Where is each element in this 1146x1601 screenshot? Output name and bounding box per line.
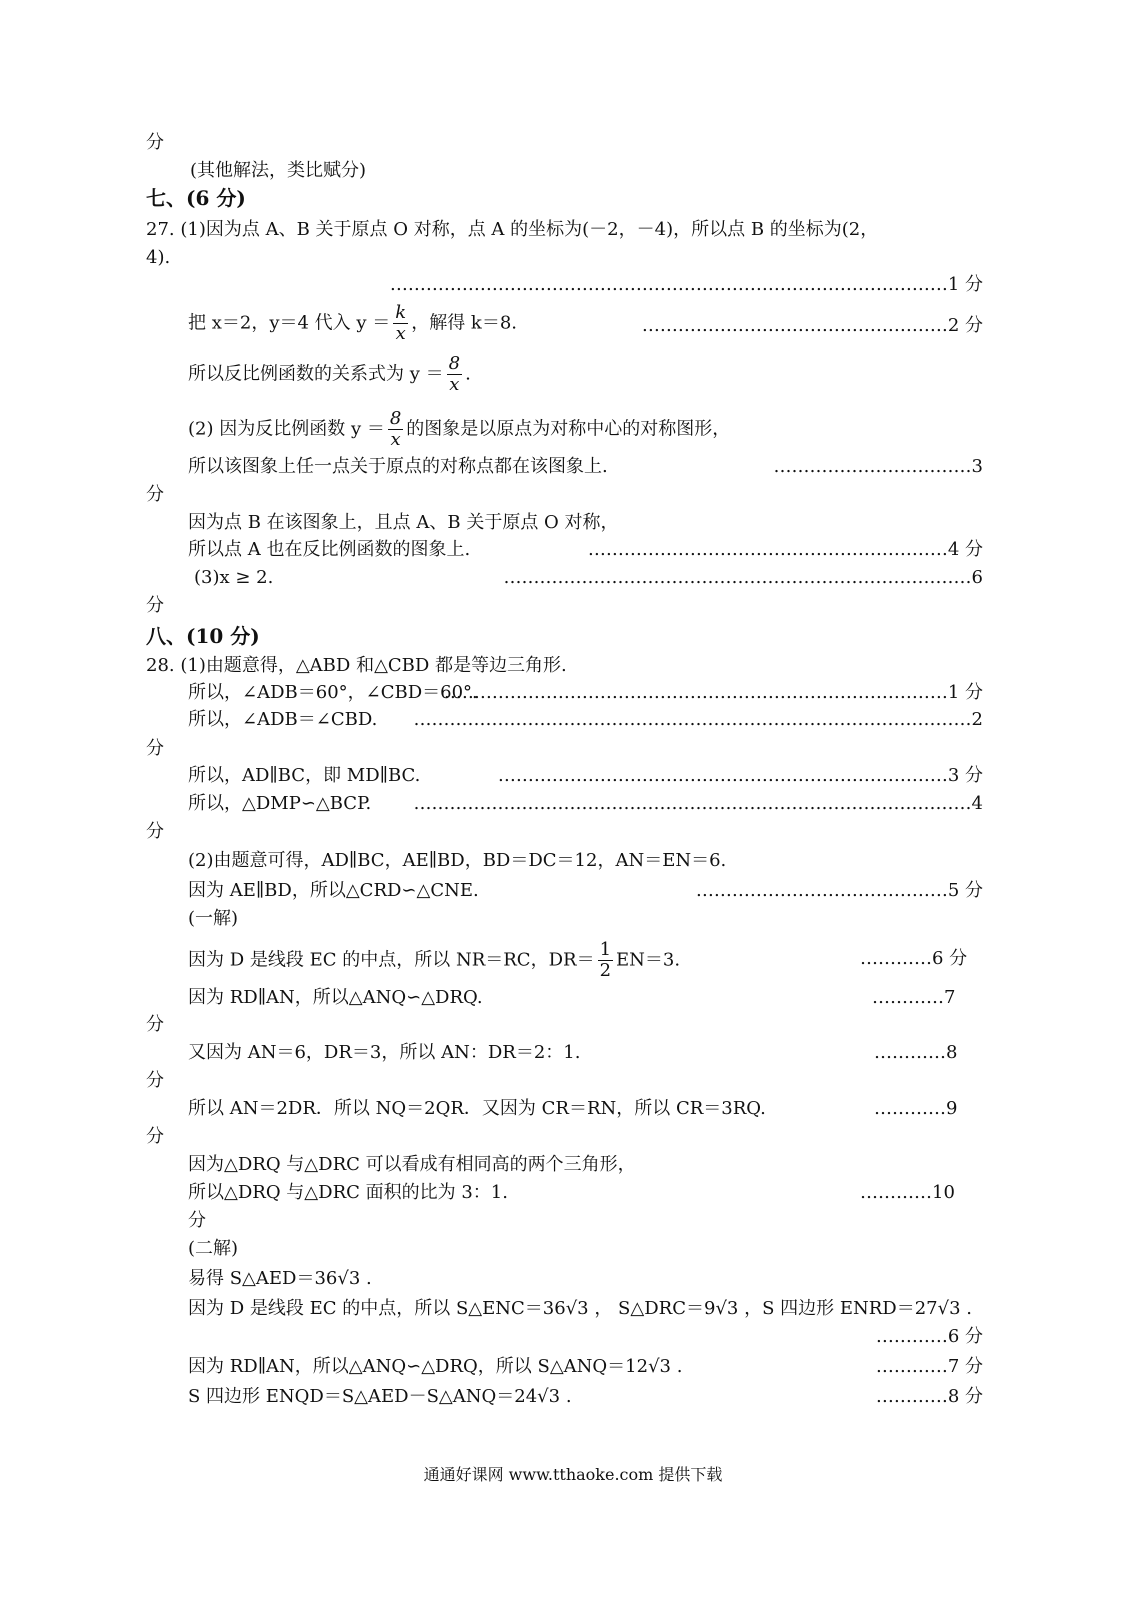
fraction — [393, 303, 408, 344]
text-line: 28. (1)由题意得，△ABD 和△CBD 都是等边三角形. — [146, 655, 567, 676]
points-marker: ……………………………………………………………………6 — [503, 567, 983, 588]
points-marker: …………6 分 — [860, 948, 968, 969]
text-line: (二解) — [188, 1238, 239, 1259]
score-fragment: 分 — [146, 595, 164, 616]
text-line: 因为 AE∥BD，所以△CRD∽△CNE. — [188, 880, 479, 901]
text-line: 所以该图象上任一点关于原点的对称点都在该图象上. — [188, 456, 608, 477]
text-part: (2) 因为反比例函数 y ＝ — [188, 418, 385, 440]
fraction-numerator: 8 — [389, 408, 402, 429]
score-fragment: 分 — [146, 132, 164, 153]
text-line: 所以，AD∥BC，即 MD∥BC. — [188, 765, 421, 786]
text-line: 易得 S△AED＝36√3 . — [188, 1268, 372, 1289]
points-marker: ……………………………………………2 分 — [641, 315, 983, 336]
points-marker: …………8 — [874, 1042, 958, 1063]
text-line: (其他解法，类比赋分) — [190, 160, 367, 181]
text-line: 因为点 B 在该图象上，且点 A、B 关于原点 O 对称， — [188, 512, 619, 533]
points-marker: …………………………………………………………………………1 分 — [443, 682, 983, 703]
equation-line — [188, 940, 680, 981]
text-line: 又因为 AN＝6，DR＝3，所以 AN：DR＝2：1. — [188, 1042, 581, 1063]
points-marker: ……………………………………………………4 分 — [587, 539, 983, 560]
fraction-denominator: x — [395, 323, 406, 344]
fraction — [447, 354, 462, 395]
text-line: 因为 RD∥AN，所以△ANQ∽△DRQ，所以 S△ANQ＝12√3 . — [188, 1356, 683, 1377]
score-fragment: 分 — [146, 1070, 164, 1091]
score-fragment: 分 — [146, 821, 164, 842]
text-line: 所以△DRQ 与△DRC 面积的比为 3：1. — [188, 1182, 508, 1203]
fraction — [598, 940, 613, 981]
fraction — [388, 409, 403, 450]
fraction-numerator: 1 — [599, 939, 612, 960]
text-line: 因为 RD∥AN，所以△ANQ∽△DRQ. — [188, 987, 483, 1008]
score-fragment: 分 — [146, 738, 164, 759]
text-line: 27. (1)因为点 A、B 关于原点 O 对称，点 A 的坐标为(－2，－4)，所以点 B 的坐标为(2， — [146, 219, 879, 240]
text-part: 把 x＝2，y＝4 代入 y ＝ — [188, 312, 391, 334]
text-line: 所以，∠ADB＝60°，∠CBD＝60°. — [188, 682, 478, 703]
text-line: 4). — [146, 247, 171, 268]
section-heading: 七、(6 分) — [146, 186, 246, 210]
points-marker: …………7 分 — [875, 1356, 983, 1377]
page-footer: 通通好课网 www.tthaoke.com 提供下载 — [423, 1465, 723, 1484]
score-fragment: 分 — [146, 1126, 164, 1147]
points-marker: …………………………………………………………………………………4 — [413, 793, 983, 814]
points-marker: …………………………………………………………………………………1 分 — [389, 274, 983, 295]
text-part: 的图象是以原点为对称中心的对称图形， — [406, 418, 731, 440]
points-marker: …………10 — [860, 1182, 955, 1203]
points-marker: ……………………………………5 分 — [695, 880, 983, 901]
fraction-denominator: x — [390, 429, 401, 450]
points-marker: …………………………………………………………………………………2 — [413, 709, 983, 730]
text-line: 所以，∠ADB＝∠CBD. — [188, 709, 378, 730]
points-marker: …………7 — [872, 987, 956, 1008]
text-line: (一解) — [188, 908, 239, 929]
text-line: 因为△DRQ 与△DRC 可以看成有相同高的两个三角形， — [188, 1154, 636, 1175]
points-marker: …………6 分 — [875, 1326, 983, 1347]
fraction-denominator: 2 — [599, 960, 612, 981]
text-part: 所以反比例函数的关系式为 y ＝ — [188, 363, 444, 385]
equation-line: 所以反比例函数的关系式为 y ＝ $\frac{8}{x}$ . — [188, 353, 471, 395]
equation-line — [188, 409, 730, 450]
text-line: (2)由题意可得，AD∥BC，AE∥BD，BD＝DC＝12，AN＝EN＝6. — [188, 850, 727, 871]
fraction-numerator: k — [395, 302, 407, 323]
equation-line — [188, 303, 517, 344]
fraction-numerator: 8 — [448, 353, 461, 374]
text-line: (3)x ≥ 2. — [194, 567, 274, 588]
score-fragment: 分 — [146, 1014, 164, 1035]
text-line: 所以点 A 也在反比例函数的图象上. — [188, 539, 471, 560]
points-marker: …………9 — [874, 1098, 958, 1119]
text-line: 所以 AN＝2DR．所以 NQ＝2QR．又因为 CR＝RN，所以 CR＝3RQ. — [188, 1098, 766, 1119]
text-line: 所以，△DMP∽△BCP. — [188, 793, 372, 814]
score-fragment: 分 — [146, 484, 164, 505]
points-marker: …………8 分 — [875, 1386, 983, 1407]
fraction-denominator: x — [449, 374, 460, 395]
score-fragment: 分 — [188, 1210, 206, 1231]
text-part: ，解得 k＝8. — [411, 312, 518, 334]
points-marker: ……………………………3 — [773, 456, 983, 477]
text-line: 因为 D 是线段 EC 的中点，所以 S△ENC＝36√3 ， S△DRC＝9√3 ，S 四边形 ENRD＝27√3 . — [188, 1298, 972, 1319]
points-marker: …………………………………………………………………3 分 — [497, 765, 983, 786]
text-part: 因为 D 是线段 EC 的中点，所以 NR＝RC，DR＝ — [188, 949, 595, 971]
text-line: S 四边形 ENQD＝S△AED－S△ANQ＝24√3 . — [188, 1386, 572, 1407]
text-part: EN＝3. — [616, 949, 681, 971]
section-heading: 八、(10 分) — [146, 624, 260, 648]
